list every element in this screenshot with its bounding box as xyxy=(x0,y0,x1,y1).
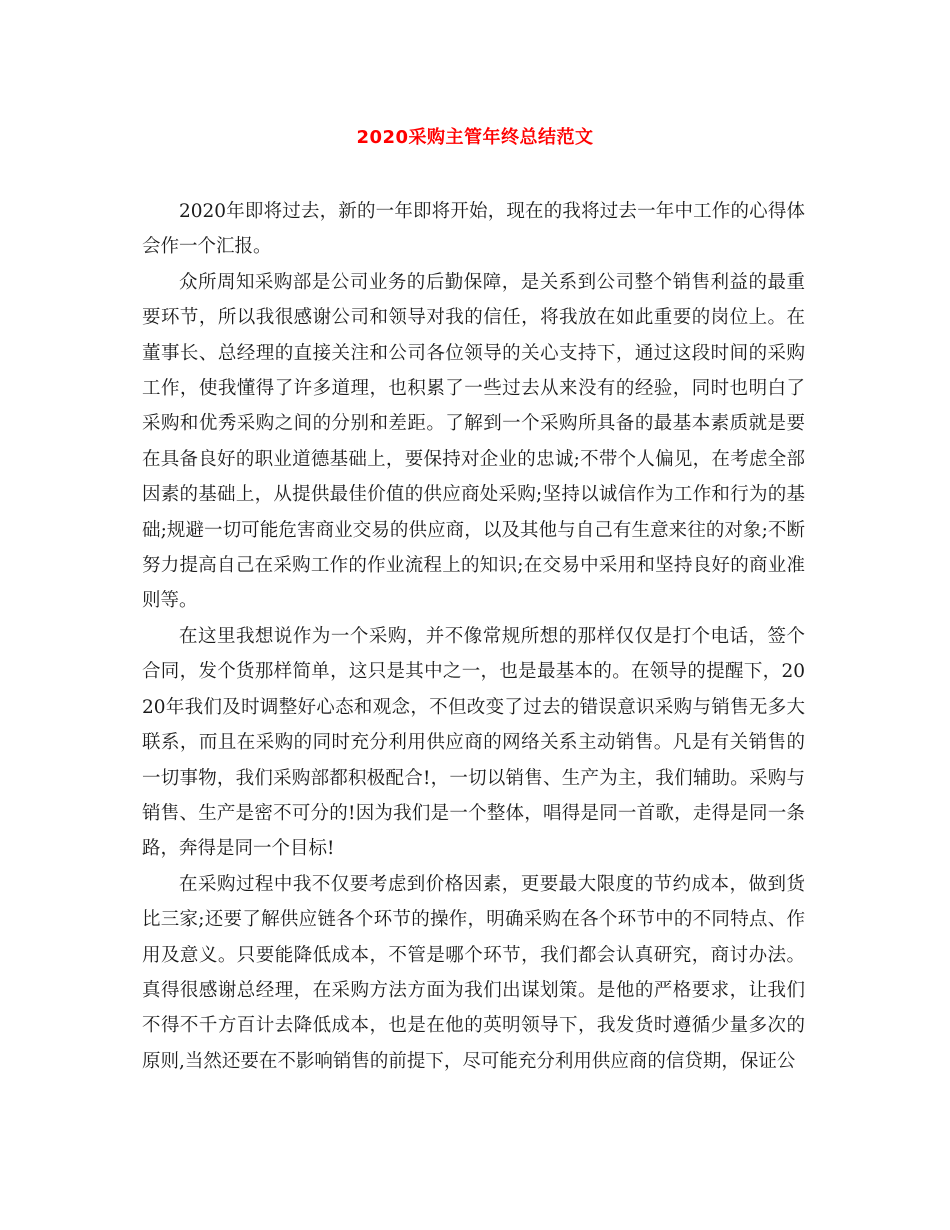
paragraph-3: 在这里我想说作为一个采购，并不像常规所想的那样仅仅是打个电话，签个合同，发个货那样简单，这只是其中之一，也是最基本的。在领导的提醒下，2020年我们及时调整好心态和观念，不但改变了过去的错误意识采购与销售无多大联系，而且在采购的同时充分利用供应商的网络关系主动销售。凡是有关销售的一切事物，我们采购部都积极配合!，一切以销售、生产为主，我们辅助。采购与销售、生产是密不可分的!因为我们是一个整体，唱得是同一首歌，走得是同一条路，奔得是同一个目标! xyxy=(142,625,805,860)
paragraph-1: 2020年即将过去，新的一年即将开始，现在的我将过去一年中工作的心得体会作一个汇报。 xyxy=(142,201,805,258)
paragraph-2: 众所周知采购部是公司业务的后勤保障，是关系到公司整个销售利益的最重要环节，所以我很感谢公司和领导对我的信任，将我放在如此重要的岗位上。在董事长、总经理的直接关注和公司各位领导的关心支持下，通过这段时间的采购工作，使我懂得了许多道理，也积累了一些过去从来没有的经验，同时也明白了采购和优秀采购之间的分别和差距。了解到一个采购所具备的最基本素质就是要在具备良好的职业道德基础上，要保持对企业的忠诚;不带个人偏见，在考虑全部因素的基础上，从提供最佳价值的供应商处采购;坚持以诚信作为工作和行为的基础;规避一切可能危害商业交易的供应商，以及其他与自己有生意来往的对象;不断努力提高自己在采购工作的作业流程上的知识;在交易中采用和坚持良好的商业准则等。 xyxy=(142,271,805,612)
document-body xyxy=(142,194,805,1079)
document-title: 2020采购主管年终总结范文 xyxy=(356,127,594,148)
paragraph-4: 在采购过程中我不仅要考虑到价格因素，更要最大限度的节约成本，做到货比三家;还要了解供应链各个环节的操作，明确采购在各个环节中的不同特点、作用及意义。只要能降低成本，不管是哪个环节，我们都会认真研究，商讨办法。真得很感谢总经理，在采购方法方面为我们出谋划策。是他的严格要求，让我们不得不千方百计去降低成本，也是在他的英明领导下，我发货时遵循少量多次的原则,当然还要在不影响销售的前提下，尽可能充分利用供应商的信贷期，保证公 xyxy=(142,873,805,1072)
